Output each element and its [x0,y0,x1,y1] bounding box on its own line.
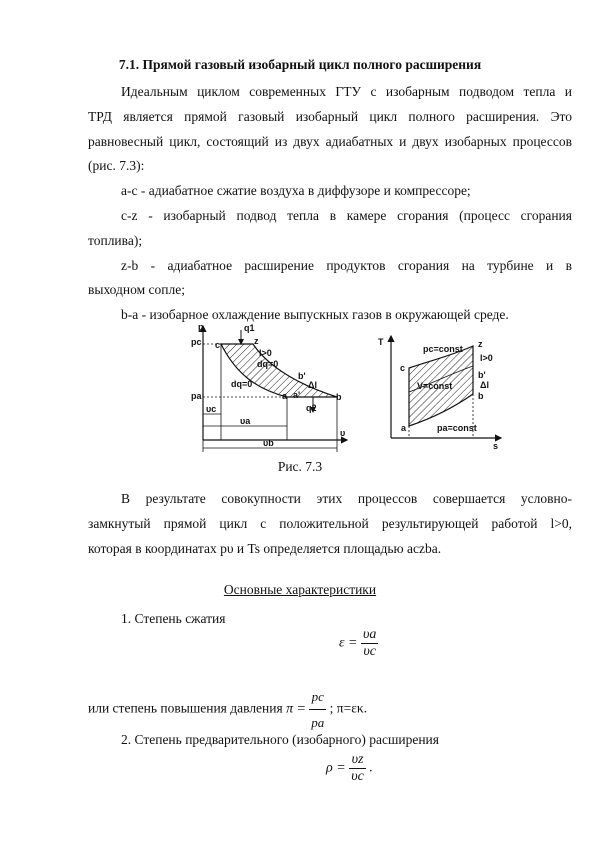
ts-point-b: b [478,391,484,401]
epsilon-symbol: ε [339,635,345,651]
epsilon-formula [339,627,378,660]
pv-q1-label: q1 [244,323,255,333]
process-zb-line-1: z-b - адиабатное расширение продуктов сгорания на турбине и в [121,258,572,273]
ts-l0-label: l>0 [480,353,493,363]
pv-l0-label: l>0 [259,348,272,358]
pv-point-z: z [254,336,259,346]
ts-axis-s-label: s [493,441,499,451]
characteristics-heading: Основные характеристики [223,582,377,597]
rho-denominator: υc [351,769,364,784]
pv-pc-label: pc [191,337,202,347]
epsilon-denominator: υc [363,644,377,659]
pv-point-a-prime: a' [293,390,301,400]
item-1-label: 1. Степень сжатия [121,611,226,626]
ts-axis-t-label: T [378,337,384,347]
pv-axis-p-label: p [198,322,204,332]
pressure-ratio-text: или степень повышения давления [88,700,283,716]
process-cz-line-2: топлива); [88,233,143,248]
pv-q2-label: q2 [306,403,317,413]
process-cz-line-1: c-z - изобарный подвод тепла в камере сгорания (процесс сгорания [121,208,572,223]
pv-axis-v-label: υ [340,428,346,438]
epsilon-fraction [361,627,378,660]
pv-point-b: b [336,392,342,402]
pv-va-label: υa [240,416,251,426]
ts-point-b-prime: b' [478,370,486,380]
pi-equals: = [296,701,306,717]
item-2-label: 2. Степень предварительного (изобарного) расширения [121,732,439,747]
result-line-1: В результате совокупности этих процессов совершается условно- [121,491,572,506]
result-line-3: которая в координатах pυ и Ts определяется площадью aczba. [88,541,442,556]
pv-vc-label: υc [206,404,217,414]
rho-formula [326,752,373,785]
pv-dq0-bottom-label: dq=0 [231,379,253,389]
rho-equals: = [336,760,346,776]
result-line-2: замкнутый прямой цикл с положительной результирующей работой l>0, [88,516,572,531]
ts-delta-l-label: Δl [480,380,489,390]
process-ac: a-c - адиабатное сжатие воздуха в диффузоре и компрессоре; [121,183,471,198]
intro-line-1: Идеальным циклом современных ГТУ с изобарным подводом тепла и [121,84,572,99]
intro-line-2: ТРД является прямой газовый изобарный цикл полного расширения. Это [88,109,572,124]
rho-fraction [349,752,366,785]
pv-vb-label: υb [263,438,274,448]
process-zb-line-2: выходном сопле; [88,282,185,297]
pv-dq0-top-label: dq=0 [257,359,279,369]
pv-point-b-prime: b' [298,371,306,381]
pi-numerator: pc [309,684,326,710]
epsilon-numerator: υa [362,627,377,642]
ts-point-a: a [401,423,407,433]
ts-v-const-label: V=const [417,381,453,391]
ts-pa-const-label: pa=const [437,423,477,433]
pi-tail: ; π=εκ. [329,700,368,716]
rho-tail: . [369,760,373,776]
rho-symbol: ρ [326,760,333,776]
ts-point-c: c [400,363,406,373]
pi-denominator: pa [311,715,325,730]
intro-line-4: (рис. 7.3): [88,158,145,173]
ts-pc-const-label: pc=const [423,344,463,354]
pv-pa-label: pa [191,391,202,401]
pv-delta-l-label: Δl [308,380,317,390]
section-title: 7.1. Прямой газовый изобарный цикл полного расширения [118,57,482,72]
pv-point-c: c [215,340,221,350]
pv-cycle-area [221,344,337,397]
figure-caption: Рис. 7.3 [277,459,323,474]
equals-sign: = [348,635,358,651]
process-ba: b-a - изобарное охлаждение выпускных газов в окружающей среде. [121,307,509,322]
pi-symbol: π [286,701,294,717]
pv-point-a: a [282,391,288,401]
intro-line-3: равновесный цикл, состоящий из двух адиабатных и двух изобарных процессов [88,134,572,149]
ts-point-z: z [478,339,483,349]
rho-numerator: υz [349,752,366,769]
